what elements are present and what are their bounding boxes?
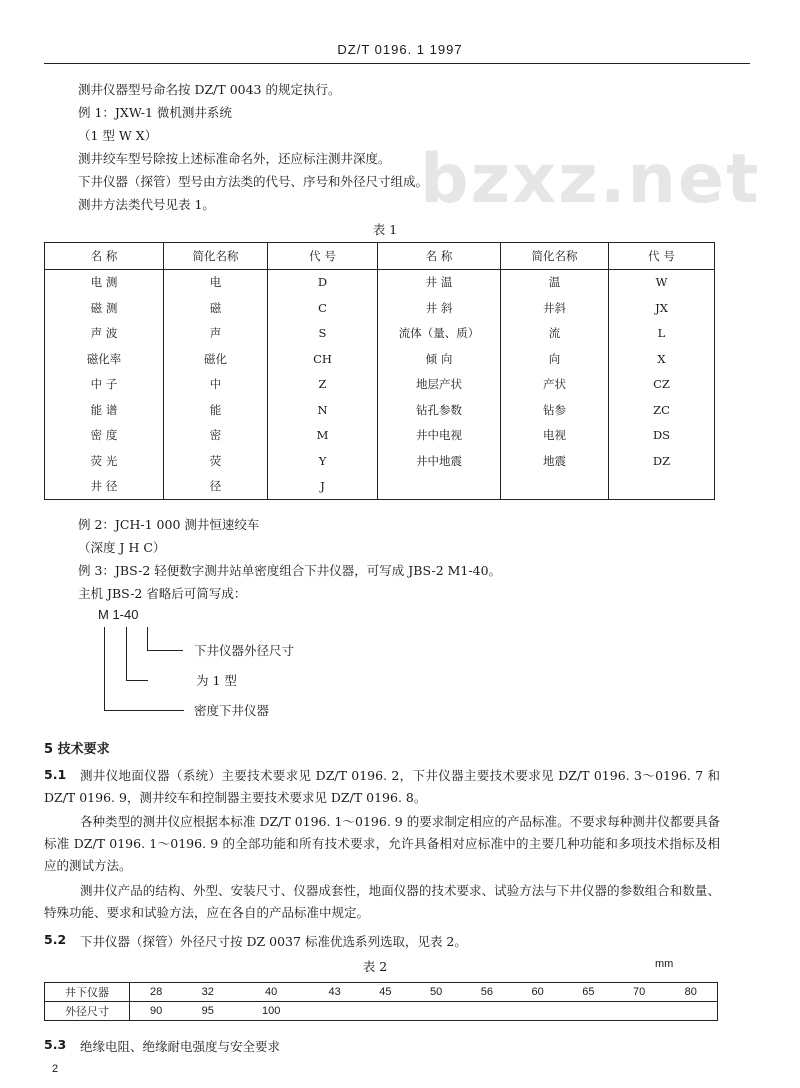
diagram-line xyxy=(126,680,148,681)
text-line: 测井绞车型号除按上述标准命名外，还应标注测井深度。 xyxy=(78,151,391,166)
table1-header-cell: 名 称 xyxy=(45,243,164,270)
table-row xyxy=(45,448,715,474)
diagram-line xyxy=(147,650,183,651)
diagram-line xyxy=(126,627,127,680)
table-cell: 流 xyxy=(501,321,609,347)
table-cell: 地震 xyxy=(501,448,609,474)
table-cell: C xyxy=(268,295,378,321)
table-cell: 100 xyxy=(233,1002,309,1021)
table-cell: 流体（量、质） xyxy=(378,321,501,347)
table-row xyxy=(45,1002,718,1021)
table-row xyxy=(45,372,715,398)
table-cell xyxy=(309,1002,360,1021)
table-cell: D xyxy=(268,269,378,295)
header-rule xyxy=(44,63,750,64)
table-row xyxy=(45,423,715,449)
table-cell: 井中电视 xyxy=(378,423,501,449)
label-diameter: 下井仪器外径尺寸 xyxy=(194,643,295,658)
text-line: 下井仪器（探管）型号由方法类的代号、序号和外径尺寸组成。 xyxy=(78,174,429,189)
table-cell: 90 xyxy=(130,1002,183,1021)
text-line: 例 2：JCH-1 000 测井恒速绞车 xyxy=(78,517,260,532)
table-row xyxy=(45,269,715,295)
table-cell: 声 波 xyxy=(45,321,164,347)
table-cell: 磁 测 xyxy=(45,295,164,321)
table-cell: DZ xyxy=(609,448,715,474)
table-cell: CH xyxy=(268,346,378,372)
table-cell: 60 xyxy=(512,983,563,1002)
clause-number: 5.2 xyxy=(44,932,67,947)
paragraph: 绝缘电阻、绝缘耐电强度与安全要求 xyxy=(80,1039,281,1054)
table-cell: DS xyxy=(609,423,715,449)
text-line: 例 3：JBS-2 轻便数字测井站单密度组合下井仪器，可写成 JBS-2 M1-40。 xyxy=(78,563,502,578)
table1-header-cell: 代 号 xyxy=(268,243,378,270)
diagram-line xyxy=(104,710,184,711)
table2-unit: mm xyxy=(655,958,674,970)
table-cell: 密 xyxy=(164,423,268,449)
table1-header-cell: 简化名称 xyxy=(164,243,268,270)
text-line: （深度 J H C） xyxy=(78,540,166,555)
table-cell xyxy=(609,474,715,500)
table-cell: Z xyxy=(268,372,378,398)
table-cell: 向 xyxy=(501,346,609,372)
table-cell: CZ xyxy=(609,372,715,398)
paragraph: 下井仪器（探管）外径尺寸按 DZ 0037 标准优选系列选取，见表 2。 xyxy=(80,934,467,949)
table-cell: 中 子 xyxy=(45,372,164,398)
table-cell: 电视 xyxy=(501,423,609,449)
table-cell xyxy=(512,1002,563,1021)
table-cell: 井中地震 xyxy=(378,448,501,474)
table-row xyxy=(45,295,715,321)
table-cell: 产状 xyxy=(501,372,609,398)
table-cell: 荧 xyxy=(164,448,268,474)
table-cell: 倾 向 xyxy=(378,346,501,372)
table-cell: 荧 光 xyxy=(45,448,164,474)
table-cell: L xyxy=(609,321,715,347)
table-cell: 95 xyxy=(182,1002,233,1021)
table-cell xyxy=(360,1002,411,1021)
table-cell: 45 xyxy=(360,983,411,1002)
text-line: 测井仪器型号命名按 DZ/T 0043 的规定执行。 xyxy=(78,82,341,97)
table-cell xyxy=(614,1002,665,1021)
text-line: 测井方法类代号见表 1。 xyxy=(78,197,215,212)
table-cell: 外径尺寸 xyxy=(45,1002,130,1021)
paragraph: 测井仪产品的结构、外型、安装尺寸、仪器成套性，地面仪器的技术要求、试验方法与下井仪器的参数组合和数量、特殊功能、要求和试验方法，应在各自的产品标准中规定。 xyxy=(44,883,720,920)
table-cell: 70 xyxy=(614,983,665,1002)
table-cell xyxy=(665,1002,718,1021)
table-cell: 钻孔参数 xyxy=(378,397,501,423)
table-cell: J xyxy=(268,474,378,500)
table1-header-row xyxy=(45,243,715,270)
table-cell: X xyxy=(609,346,715,372)
table-cell: 电 测 xyxy=(45,269,164,295)
table-cell: 井 径 xyxy=(45,474,164,500)
table-cell: JX xyxy=(609,295,715,321)
table2 xyxy=(44,982,718,1021)
table1-header-cell: 简化名称 xyxy=(501,243,609,270)
label-density: 密度下井仪器 xyxy=(194,703,270,718)
table-row xyxy=(45,474,715,500)
table-cell: 磁 xyxy=(164,295,268,321)
watermark: bzxz.net xyxy=(420,140,761,219)
table-cell xyxy=(378,474,501,500)
table-cell: 温 xyxy=(501,269,609,295)
table-cell: 声 xyxy=(164,321,268,347)
paragraph: 各种类型的测井仪应根据本标准 DZ/T 0196. 1～0196. 9 的要求制定相应的产品标准。不要求每种测井仪都要具备标准 DZ/T 0196. 1～0196. 9 的全部功能和所有技术要求，允许具备相对应标准中的主要几种功能和多项技术指标及相应的测试方法。 xyxy=(44,814,720,873)
table-cell: Y xyxy=(268,448,378,474)
diagram-line xyxy=(104,627,105,710)
table1-header-cell: 代 号 xyxy=(609,243,715,270)
table-cell: 钻参 xyxy=(501,397,609,423)
table-cell: 80 xyxy=(665,983,718,1002)
table-cell: 中 xyxy=(164,372,268,398)
table1-header-cell: 名 称 xyxy=(378,243,501,270)
table-cell: 密 度 xyxy=(45,423,164,449)
table-cell: 磁化率 xyxy=(45,346,164,372)
table-cell: 地层产状 xyxy=(378,372,501,398)
table1-caption: 表 1 xyxy=(372,222,398,237)
text-line: 主机 JBS-2 省略后可简写成： xyxy=(78,586,247,601)
table-cell: 28 xyxy=(130,983,183,1002)
table-cell: 能 谱 xyxy=(45,397,164,423)
table-cell xyxy=(462,1002,513,1021)
table-cell: N xyxy=(268,397,378,423)
table-cell: 磁化 xyxy=(164,346,268,372)
diagram-line xyxy=(147,627,148,650)
table-cell: ZC xyxy=(609,397,715,423)
table-cell xyxy=(411,1002,462,1021)
table-row xyxy=(45,346,715,372)
table-row xyxy=(45,983,718,1002)
table-cell: 43 xyxy=(309,983,360,1002)
table-cell: S xyxy=(268,321,378,347)
table-cell: 56 xyxy=(462,983,513,1002)
table-cell: W xyxy=(609,269,715,295)
table-cell: 能 xyxy=(164,397,268,423)
diagram-code: M 1-40 xyxy=(98,607,139,622)
table-cell: 径 xyxy=(164,474,268,500)
text-line: （1 型 W X） xyxy=(78,128,158,143)
table-cell: 40 xyxy=(233,983,309,1002)
table-cell: 井下仪器 xyxy=(45,983,130,1002)
table-row xyxy=(45,397,715,423)
table-cell: 50 xyxy=(411,983,462,1002)
text-line: 例 1：JXW-1 微机测井系统 xyxy=(78,105,232,120)
section-heading: 5 技术要求 xyxy=(44,742,110,757)
page-number: 2 xyxy=(52,1063,59,1075)
table-cell xyxy=(563,1002,614,1021)
table-cell: 井 温 xyxy=(378,269,501,295)
table-cell: 井 斜 xyxy=(378,295,501,321)
table1 xyxy=(44,242,715,500)
label-type: 为 1 型 xyxy=(196,673,237,688)
table-row xyxy=(45,321,715,347)
table-cell: M xyxy=(268,423,378,449)
paragraph: 测井仪地面仪器（系统）主要技术要求见 DZ/T 0196. 2，下井仪器主要技术要求见 DZ/T 0196. 3～0196. 7 和 DZ/T 0196. 9，测井绞车和控制器主要技术要求见 DZ/T 0196. 8。 xyxy=(44,768,720,805)
clause-number: 5.3 xyxy=(44,1037,67,1052)
table-cell xyxy=(501,474,609,500)
page-header: DZ/T 0196. 1 1997 xyxy=(337,42,463,57)
table-cell: 电 xyxy=(164,269,268,295)
clause-number: 5.1 xyxy=(44,767,67,782)
table-cell: 井斜 xyxy=(501,295,609,321)
table-cell: 65 xyxy=(563,983,614,1002)
table-cell: 32 xyxy=(182,983,233,1002)
table2-caption: 表 2 xyxy=(362,959,388,974)
